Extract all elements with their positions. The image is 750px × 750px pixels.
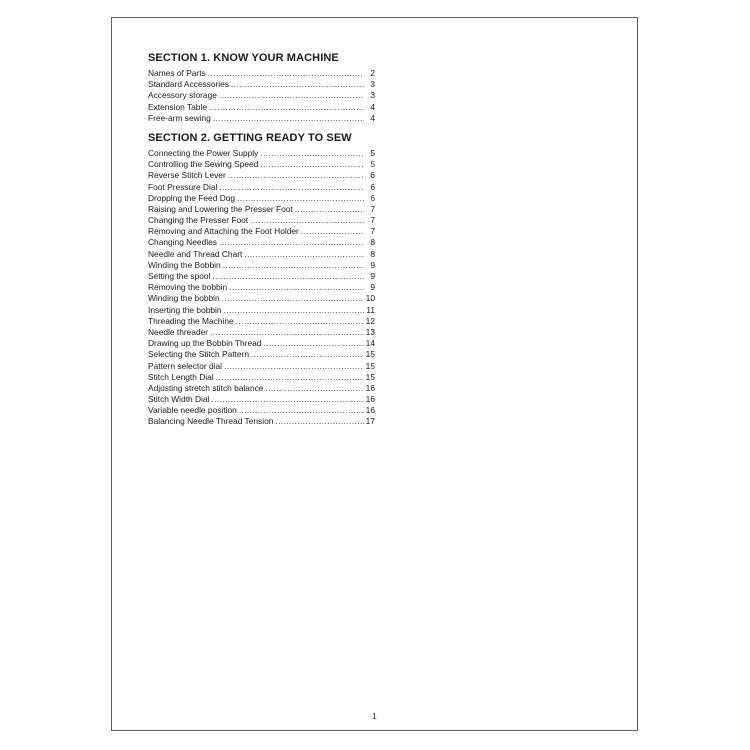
toc-entry-page: 15 xyxy=(365,360,375,371)
toc-entry-page: 9 xyxy=(370,282,375,293)
toc-entry-page: 3 xyxy=(370,79,375,90)
toc-entry-page: 4 xyxy=(370,101,375,112)
dot-leader xyxy=(208,68,364,79)
toc-entry xyxy=(148,79,375,90)
dot-leader xyxy=(260,159,364,170)
toc-entry-page: 2 xyxy=(370,68,375,78)
toc-entry-title: Pattern selector dial xyxy=(148,360,223,371)
toc-entry-title: Drawing up the Bobbin Thread xyxy=(148,338,262,349)
toc-entry xyxy=(148,148,375,159)
section-title: SECTION 2. GETTING READY TO SEW xyxy=(148,131,352,144)
dot-leader xyxy=(231,79,364,90)
toc-entry xyxy=(148,113,375,124)
dot-leader xyxy=(224,361,364,372)
toc-entry-page: 16 xyxy=(365,394,375,405)
toc-entry-title: Needle and Thread Chart xyxy=(148,248,243,259)
dot-leader xyxy=(236,316,364,327)
toc-entry-title: Accessory storage xyxy=(148,90,217,101)
dot-leader xyxy=(212,271,364,282)
dot-leader xyxy=(213,113,364,124)
toc-entry-page: 15 xyxy=(365,371,375,382)
toc-entry-page: 3 xyxy=(370,90,375,101)
toc-entry xyxy=(148,349,375,360)
toc-entry-title: Winding the bobbin xyxy=(148,293,220,304)
section-title: SECTION 1. KNOW YOUR MACHINE xyxy=(148,52,339,64)
toc-entry xyxy=(148,316,375,327)
toc-entry-title: Threading the Machine xyxy=(148,315,234,326)
toc-entry xyxy=(148,338,375,349)
toc-entry xyxy=(148,182,375,193)
toc-entry xyxy=(148,159,375,170)
dot-leader xyxy=(260,148,364,159)
dot-leader xyxy=(244,249,364,260)
toc-entry xyxy=(148,361,375,372)
toc-entry xyxy=(148,237,375,248)
toc-entry-page: 17 xyxy=(365,416,375,427)
toc-entry-title: Changing the Presser Foot xyxy=(148,215,249,226)
toc-entry-title: Dropping the Feed Dog xyxy=(148,192,236,203)
toc-entry-title: Needle threader xyxy=(148,326,209,337)
page-number: 1 xyxy=(372,712,377,721)
toc-entry-title: Controlling the Sewing Speed xyxy=(148,159,259,170)
dot-leader xyxy=(228,170,364,181)
dot-leader xyxy=(209,102,364,113)
toc-entry xyxy=(148,102,375,113)
toc-entry-page: 4 xyxy=(370,112,375,123)
toc-entry xyxy=(148,405,375,416)
toc-entry xyxy=(148,170,375,181)
toc-entry-title: Connecting the Power Supply xyxy=(148,147,259,158)
toc-entry-page: 7 xyxy=(370,226,375,237)
toc-entry-page: 8 xyxy=(370,237,375,248)
toc-entry-title: Removing the bobbin xyxy=(148,282,228,293)
dot-leader xyxy=(275,416,363,427)
toc-entry-page: 9 xyxy=(370,259,375,270)
toc-section xyxy=(148,132,375,428)
toc-entry xyxy=(148,383,375,394)
toc-entry-page: 8 xyxy=(370,248,375,259)
toc-entry xyxy=(148,293,375,304)
toc-entry-title: Selecting the Stitch Pattern xyxy=(148,349,250,360)
dot-leader xyxy=(219,182,364,193)
toc-entry xyxy=(148,394,375,405)
toc-entry-page: 7 xyxy=(370,203,375,214)
toc-entry-title: Winding the Bobbin xyxy=(148,259,221,270)
document-page xyxy=(111,17,638,731)
dot-leader xyxy=(216,372,364,383)
toc-entry xyxy=(148,305,375,316)
dot-leader xyxy=(229,282,364,293)
dot-leader xyxy=(222,293,364,304)
toc-entry xyxy=(148,204,375,215)
toc-entry-page: 14 xyxy=(365,338,375,349)
dot-leader xyxy=(237,193,364,204)
toc-entry xyxy=(148,271,375,282)
toc-entry-title: Balancing Needle Thread Tension xyxy=(148,416,274,427)
dot-leader xyxy=(295,204,364,215)
toc-entry-title: Adjusting stretch stitch balance xyxy=(148,382,264,393)
dot-leader xyxy=(301,226,364,237)
dot-leader xyxy=(224,305,364,316)
toc-entry xyxy=(148,260,375,271)
toc-entry-page: 6 xyxy=(370,170,375,181)
toc-entry-title: Reverse Stitch Lever xyxy=(148,170,226,181)
toc-entry-page: 12 xyxy=(365,315,375,326)
toc-entry-title: Variable needle position xyxy=(148,405,237,416)
toc-entry-title: Changing Needles xyxy=(148,237,217,248)
toc-entry-title: Foot Pressure Dial xyxy=(148,181,218,192)
toc-entry-page: 7 xyxy=(370,215,375,226)
toc-entry-title: Stitch Width Dial xyxy=(148,394,210,405)
toc-entry-page: 15 xyxy=(365,349,375,360)
dot-leader xyxy=(211,394,363,405)
toc-entry-page: 5 xyxy=(370,147,375,158)
toc-entry xyxy=(148,215,375,226)
toc-entry-title: Raising and Lowering the Presser Foot xyxy=(148,203,293,214)
toc-section xyxy=(148,52,375,124)
toc-entry-page: 5 xyxy=(370,159,375,170)
dot-leader xyxy=(219,237,364,248)
toc-entry-title: Names of Parts xyxy=(148,68,206,78)
toc-entry-title: Standard Accessories xyxy=(148,79,230,90)
toc-entry xyxy=(148,90,375,101)
toc-entry xyxy=(148,416,375,427)
toc-entry-title: Extension Table xyxy=(148,101,207,112)
toc-entry-page: 10 xyxy=(365,293,375,304)
toc-entry-title: Free-arm sewing xyxy=(148,112,211,123)
toc-entry xyxy=(148,372,375,383)
toc-entry-page: 16 xyxy=(365,405,375,416)
toc-entry xyxy=(148,68,375,79)
table-of-contents xyxy=(148,52,375,436)
toc-entry xyxy=(148,327,375,338)
dot-leader xyxy=(265,383,363,394)
toc-entry-title: Setting the spool xyxy=(148,271,211,281)
toc-entry-page: 16 xyxy=(365,382,375,393)
toc-entry xyxy=(148,193,375,204)
dot-leader xyxy=(219,90,364,101)
dot-leader xyxy=(263,338,363,349)
toc-entry-page: 9 xyxy=(370,271,375,281)
toc-entry-title: Stitch Length Dial xyxy=(148,371,214,382)
dot-leader xyxy=(223,260,364,271)
toc-entry-page: 11 xyxy=(366,304,375,315)
dot-leader xyxy=(210,327,364,338)
toc-entry-title: Inserting the bobbin xyxy=(148,304,222,315)
toc-entry-title: Removing and Attaching the Foot Holder xyxy=(148,226,299,237)
dot-leader xyxy=(251,349,364,360)
toc-entry-page: 6 xyxy=(370,181,375,192)
toc-entry xyxy=(148,226,375,237)
toc-entry xyxy=(148,282,375,293)
toc-entry-page: 13 xyxy=(365,326,375,337)
toc-entry xyxy=(148,249,375,260)
toc-entry-page: 6 xyxy=(370,192,375,203)
dot-leader xyxy=(239,405,364,416)
dot-leader xyxy=(250,215,364,226)
